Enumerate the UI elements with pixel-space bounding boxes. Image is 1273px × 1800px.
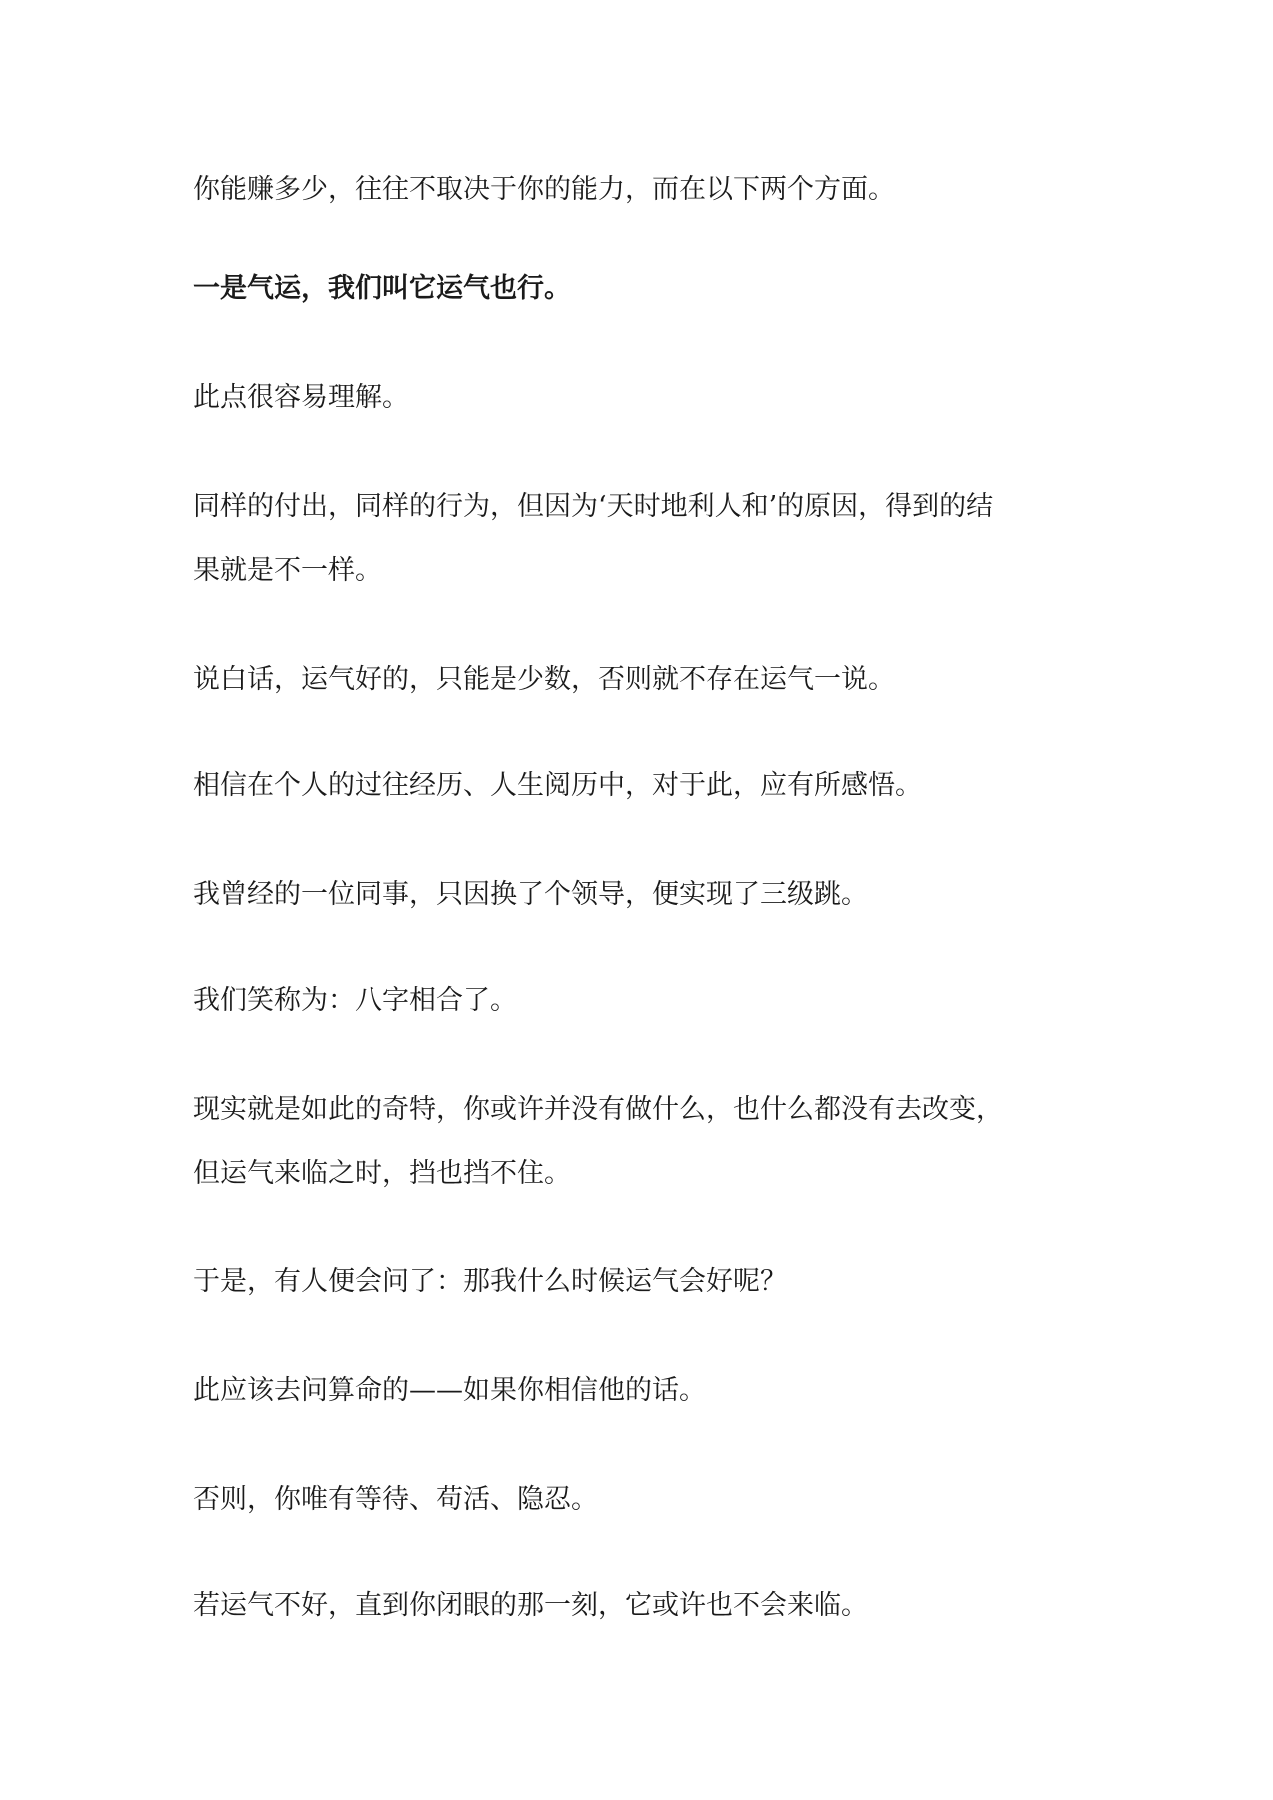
paragraph-line: 此应该去问算命的——如果你相信他的话。 — [193, 1375, 706, 1406]
paragraph-11 — [193, 1364, 1093, 1418]
paragraph-1 — [193, 163, 1093, 217]
paragraph-line: 此点很容易理解。 — [193, 382, 409, 413]
paragraph-2-bold-heading — [193, 262, 1093, 316]
paragraph-line: 但运气来临之时，挡也挡不住。 — [193, 1158, 571, 1189]
paragraph-line: 果就是不一样。 — [193, 555, 382, 586]
paragraph-7 — [193, 868, 1093, 922]
paragraph-8 — [193, 974, 1093, 1028]
paragraph-line: 现实就是如此的奇特，你或许并没有做什么，也什么都没有去改变， — [193, 1094, 1003, 1125]
paragraph-line: 否则，你唯有等待、苟活、隐忍。 — [193, 1484, 598, 1515]
paragraph-line: 一是气运，我们叫它运气也行。 — [193, 273, 571, 304]
paragraph-6 — [193, 759, 1093, 813]
paragraph-line: 同样的付出，同样的行为，但因为‘天时地利人和’的原因，得到的结 — [193, 491, 994, 522]
paragraph-line: 你能赚多少，往往不取决于你的能力，而在以下两个方面。 — [193, 174, 895, 205]
paragraph-line: 我们笑称为：八字相合了。 — [193, 985, 517, 1016]
paragraph-10 — [193, 1255, 1093, 1309]
paragraph-12 — [193, 1473, 1093, 1527]
paragraph-line: 若运气不好，直到你闭眼的那一刻，它或许也不会来临。 — [193, 1590, 868, 1621]
paragraph-13 — [193, 1579, 1093, 1633]
paragraph-line: 相信在个人的过往经历、人生阅历中，对于此，应有所感悟。 — [193, 770, 922, 801]
paragraph-line: 于是，有人便会问了：那我什么时候运气会好呢？ — [193, 1266, 787, 1297]
paragraph-9 — [193, 1083, 1093, 1201]
paragraph-5 — [193, 653, 1093, 707]
paragraph-line: 说白话，运气好的，只能是少数，否则就不存在运气一说。 — [193, 664, 895, 695]
paragraph-4 — [193, 480, 1093, 598]
paragraph-3 — [193, 371, 1093, 425]
paragraph-line: 我曾经的一位同事，只因换了个领导，便实现了三级跳。 — [193, 879, 868, 910]
